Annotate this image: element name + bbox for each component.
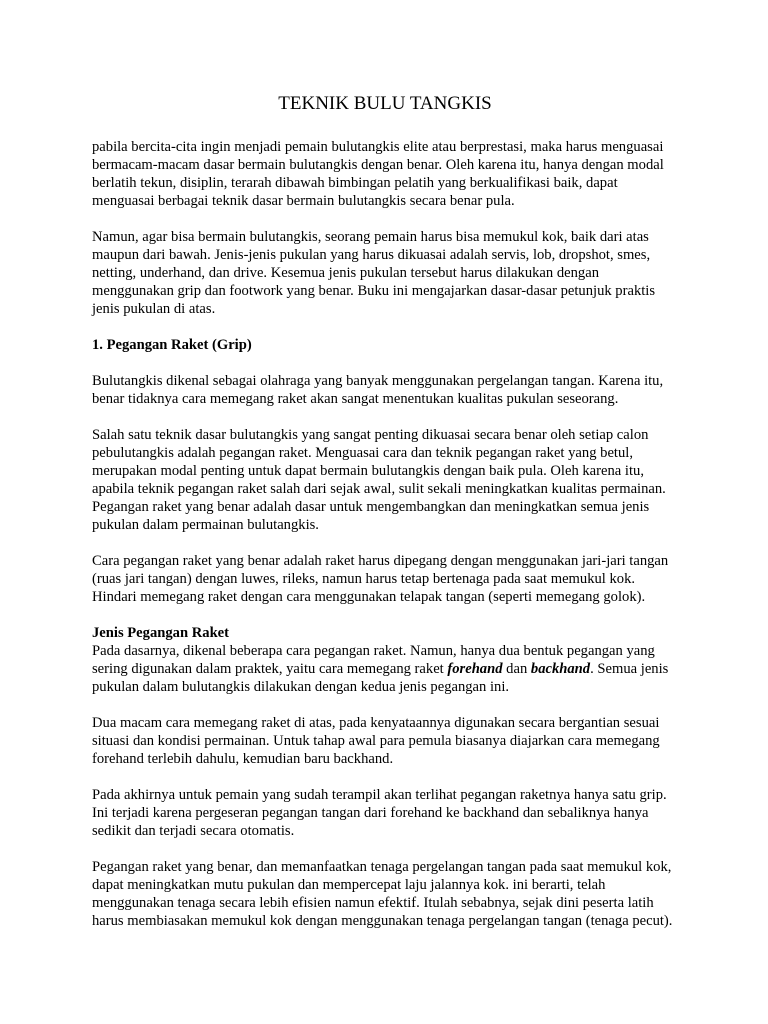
- subsection-paragraph-3: Pada akhirnya untuk pemain yang sudah terampil akan terlihat pegangan raketnya hanya satu grip. Ini terjadi karena pergeseran pegangan tangan dari forehand ke backhand dan sebaliknya hanya sedikit dan terjadi secara otomatis.: [92, 787, 667, 839]
- subsection-paragraph-1-conjunction: dan: [502, 661, 531, 677]
- section-1-paragraph-2: Salah satu teknik dasar bulutangkis yang sangat penting dikuasai secara benar oleh setiap calon pebulutangkis adalah pegangan raket. Menguasai cara dan teknik pegangan raket yang betul, merupakan modal penting untuk dapat bermain bulutangkis dengan baik pula. Oleh karena itu, apabila teknik pegangan raket salah dari sejak awal, sulit sekali meningkatkan kualitas permainan. Pegangan raket yang benar adalah dasar untuk mengembangkan dan meningkatkan semua jenis pukulan dalam permainan bulutangkis.: [92, 427, 666, 533]
- subsection-paragraph-1-part-b: . Semua jenis pukulan dalam bulutangkis dilakukan dengan kedua jenis pegangan ini.: [92, 661, 669, 695]
- intro-paragraph-2: Namun, agar bisa bermain bulutangkis, seorang pemain harus bisa memukul kok, baik dari atas maupun dari bawah. Jenis-jenis pukulan yang harus dikuasai adalah servis, lob, dropshot, smes, netting, underhand, dan drive. Kesemua jenis pukulan tersebut harus dilakukan dengan menggunakan grip dan footwork yang benar. Buku ini mengajarkan dasar-dasar petunjuk praktis jenis pukulan di atas.: [92, 229, 656, 317]
- section-1-heading: 1. Pegangan Raket (Grip): [92, 337, 252, 353]
- document-page: [92, 92, 678, 948]
- subsection-paragraph-1: [92, 642, 678, 696]
- subsection-paragraph-4: Pegangan raket yang benar, dan memanfaatkan tenaga pergelangan tangan pada saat memukul kok, dapat meningkatkan mutu pukulan dan mempercepat laju jalannya kok. ini berarti, telah menggunakan tenaga secara lebih efisien namun efektif. Itulah sebabnya, sejak dini peserta latih harus membiasakan memukul kok dengan menggunakan tenaga pergelangan tangan (tenaga pecut).: [92, 859, 673, 929]
- document-title: TEKNIK BULU TANGKIS: [278, 93, 492, 114]
- subsection-heading: Jenis Pegangan Raket: [92, 625, 230, 641]
- backhand-term: backhand: [530, 661, 591, 677]
- subsection-paragraph-1-part-a: Pada dasarnya, dikenal beberapa cara pegangan raket. Namun, hanya dua bentuk pegangan yang sering digunakan dalam praktek, yaitu cara memegang raket: [92, 643, 655, 677]
- section-1-paragraph-1: Bulutangkis dikenal sebagai olahraga yang banyak menggunakan pergelangan tangan. Karena itu, benar tidaknya cara memegang raket akan sangat menentukan kualitas pukulan seseorang.: [92, 373, 664, 407]
- intro-paragraph-1: pabila bercita-cita ingin menjadi pemain bulutangkis elite atau berprestasi, maka harus menguasai bermacam-macam dasar bermain bulutangkis dengan benar. Oleh karena itu, hanya dengan modal berlatih tekun, disiplin, terarah dibawah bimbingan pelatih yang berkualifikasi baik, dapat menguasai berbagai teknik dasar bermain bulutangkis secara benar pula.: [92, 139, 664, 209]
- forehand-term: forehand: [447, 661, 503, 677]
- section-1-paragraph-3: Cara pegangan raket yang benar adalah raket harus dipegang dengan menggunakan jari-jari tangan (ruas jari tangan) dengan luwes, rileks, namun harus tetap bertenaga pada saat memukul kok. Hindari memegang raket dengan cara menggunakan telapak tangan (seperti memegang golok).: [92, 553, 669, 605]
- subsection-paragraph-2: Dua macam cara memegang raket di atas, pada kenyataannya digunakan secara bergantian sesuai situasi dan kondisi permainan. Untuk tahap awal para pemula biasanya diajarkan cara memegang forehand terlebih dahulu, kemudian baru backhand.: [92, 715, 660, 767]
